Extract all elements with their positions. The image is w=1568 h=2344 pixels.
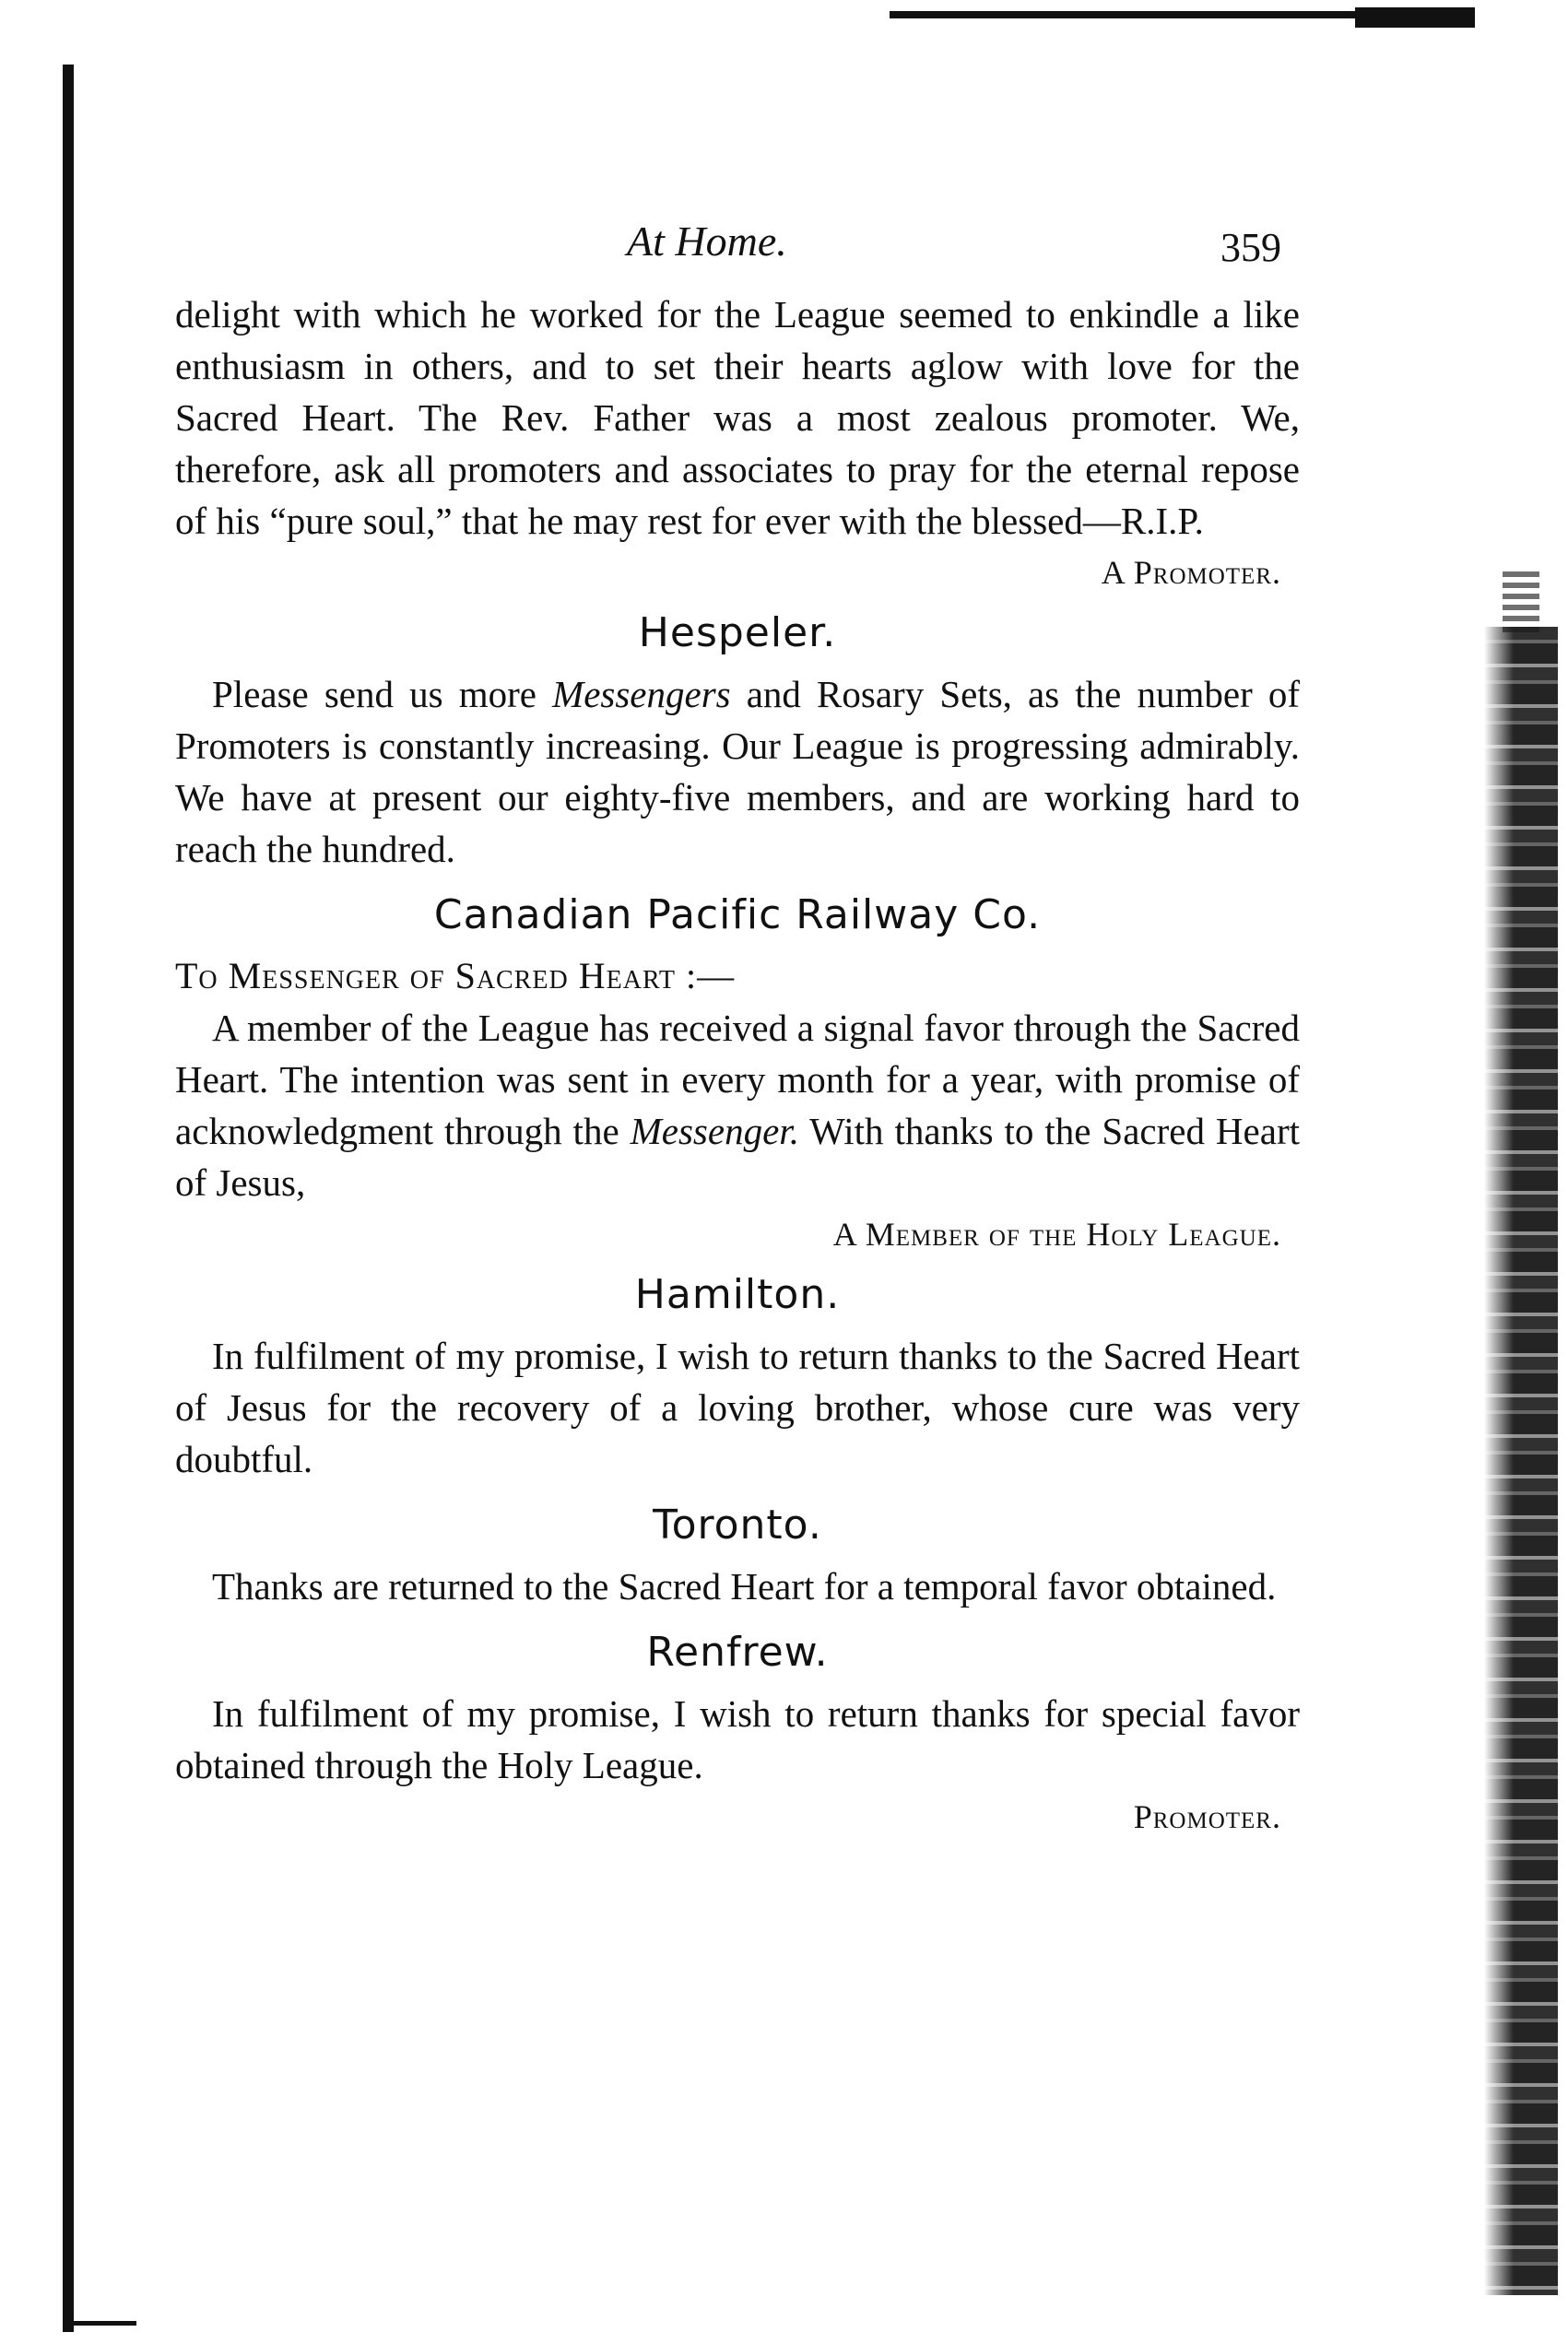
renfrew-signature: Promoter. [1133, 1798, 1281, 1835]
cpr-text-rest: With thanks to the Sacred Heart of Jesus, [175, 1110, 1300, 1204]
intro-line: Father was a most zealous promoter. We, therefore, ask [175, 396, 1300, 490]
hespeler-section [175, 606, 1300, 875]
running-title: At Home. [627, 218, 787, 265]
toronto-paragraph: Thanks are returned to the Sacred Heart for a temporal favor obtained. [212, 1565, 1277, 1608]
hespeler-heading: Hespeler. [638, 609, 837, 656]
intro-line: enkindle a like enthusiasm in others, and to set their [175, 293, 1301, 387]
intro-line: blessed—R.I.P. [972, 500, 1204, 542]
cpr-salutation: To Messenger of Sacred Heart :— [175, 955, 736, 996]
toronto-section [175, 1498, 1300, 1612]
hespeler-text: Please send us more [212, 673, 553, 715]
cpr-italic: Messenger. [630, 1110, 799, 1152]
intro-line: hearts aglow with love for the Sacred Heart. The Rev. [175, 345, 1300, 439]
page-edge-shadow [1484, 627, 1558, 2295]
intro-line: delight with which he worked for the League seemed to [175, 293, 1069, 336]
cpr-text: A member of the League has received a signal favor through the Sacred Heart. The intention was sent in every month for a year, with promise of acknowledgment through the [175, 1007, 1300, 1152]
intro-line: all promoters and associates to pray for the eternal repose [397, 448, 1300, 490]
hespeler-text-rest: and Rosary Sets, as the number of Promoters is constantly increasing. Our League is progressing admirably. We have at present our eighty-five members, and are working hard to reach the hundred. [175, 673, 1300, 870]
book-page [175, 217, 1300, 1843]
top-rule [890, 7, 1475, 28]
intro-signature: A Promoter. [1101, 554, 1281, 591]
hespeler-paragraph [175, 668, 1300, 875]
hespeler-italic: Messengers [552, 673, 731, 715]
cpr-signature: A Member of the Holy League. [832, 1216, 1281, 1253]
renfrew-section [175, 1625, 1300, 1843]
intro-paragraph [175, 289, 1300, 547]
hamilton-heading: Hamilton. [634, 1271, 841, 1318]
cpr-section [175, 888, 1300, 1260]
page-number: 359 [1220, 225, 1281, 270]
running-head [175, 217, 1300, 281]
page-spine-foot [63, 2321, 136, 2326]
page-spine-edge [63, 65, 74, 2332]
renfrew-heading: Renfrew. [646, 1629, 829, 1676]
cpr-heading: Canadian Pacific Railway Co. [433, 891, 1042, 938]
intro-section [175, 289, 1300, 598]
intro-line: of his “pure soul,” that he may rest for ever with the [175, 500, 973, 542]
hamilton-section [175, 1267, 1300, 1485]
cpr-paragraph [175, 1002, 1300, 1208]
hamilton-paragraph: In fulfilment of my promise, I wish to return thanks to the Sacred Heart of Jesus for the recovery of a loving brother, whose cure was very doubtful. [175, 1335, 1300, 1480]
renfrew-paragraph: In fulfilment of my promise, I wish to return thanks for special favor obtained through the Holy League. [175, 1692, 1300, 1786]
toronto-heading: Toronto. [653, 1502, 822, 1549]
